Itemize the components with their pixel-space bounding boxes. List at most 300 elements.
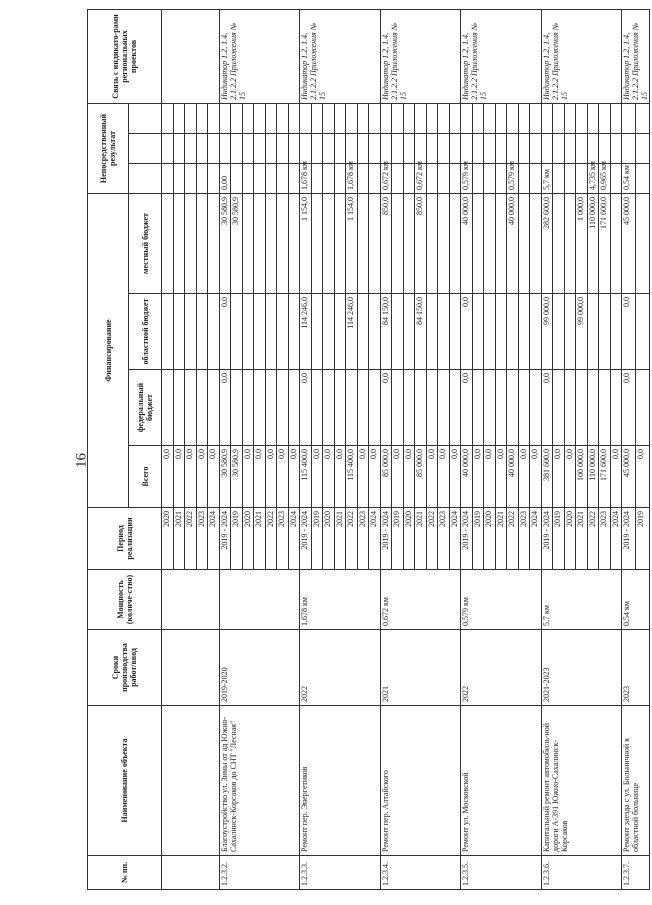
result-cell-2	[334, 133, 346, 163]
period-cell: 2021	[495, 508, 507, 570]
regional-cell	[311, 294, 323, 370]
total-cell: 0,0	[334, 446, 346, 508]
result-cell-3	[300, 103, 312, 133]
result-cell	[518, 163, 530, 193]
result-cell: 1,678 км	[346, 163, 358, 193]
result-cell-2	[323, 133, 335, 163]
result-cell	[265, 163, 277, 193]
period-cell: 2021	[173, 508, 185, 570]
result-cell-2	[636, 133, 650, 163]
result-cell-2	[346, 133, 358, 163]
table-row	[622, 9, 636, 889]
federal-cell	[334, 370, 346, 446]
federal-cell	[415, 370, 427, 446]
federal-cell	[553, 370, 565, 446]
num-cell: 1.2.3.3.	[300, 856, 381, 890]
total-cell: 0,0	[242, 446, 254, 508]
federal-cell	[265, 370, 277, 446]
result-cell-3	[553, 103, 565, 133]
result-cell-3	[426, 103, 438, 133]
local-cell: 30 580,9	[231, 193, 243, 293]
federal-cell	[484, 370, 496, 446]
name-cell: Ремонт ул. Московской	[461, 706, 542, 856]
total-cell: 0,0	[173, 446, 185, 508]
period-cell: 2019 - 2024	[541, 508, 553, 570]
period-cell: 2024	[369, 508, 381, 570]
period-cell: 2021	[415, 508, 427, 570]
result-cell-3	[622, 103, 636, 133]
period-cell: 2020	[484, 508, 496, 570]
federal-cell	[288, 370, 300, 446]
result-cell-2	[277, 133, 289, 163]
result-cell-3	[541, 103, 553, 133]
result-cell	[254, 163, 266, 193]
total-cell: 0,0	[472, 446, 484, 508]
period-cell: 2023	[196, 508, 208, 570]
result-cell-2	[449, 133, 461, 163]
result-cell	[208, 163, 220, 193]
terms-cell: 2023	[622, 630, 650, 706]
name-cell: Ремонт пер. Энергетиков	[300, 706, 381, 856]
result-cell-2	[208, 133, 220, 163]
regional-cell	[265, 294, 277, 370]
local-cell: 40 000,0	[507, 193, 519, 293]
capacity-cell	[219, 570, 300, 630]
regional-cell	[587, 294, 599, 370]
federal-cell	[426, 370, 438, 446]
total-cell: 30 580,9	[231, 446, 243, 508]
table-body	[162, 9, 650, 889]
local-cell	[323, 193, 335, 293]
local-cell	[288, 193, 300, 293]
result-cell	[392, 163, 404, 193]
result-cell-2	[495, 133, 507, 163]
result-cell-3	[415, 103, 427, 133]
header-regional: областной бюджет	[129, 294, 162, 370]
result-cell-3	[288, 103, 300, 133]
local-cell: 1 000,0	[576, 193, 588, 293]
regional-cell	[196, 294, 208, 370]
name-cell: Ремонт пер. Алтайского	[380, 706, 461, 856]
table-row	[162, 9, 174, 889]
result-cell-3	[636, 103, 650, 133]
terms-cell: 2022	[300, 630, 381, 706]
result-cell	[173, 163, 185, 193]
link-cell: Индикатор 1.2, 1.4, 2.1.2.2 Приложения № 15	[461, 9, 542, 103]
regional-cell	[369, 294, 381, 370]
terms-cell: 2022	[461, 630, 542, 706]
period-cell: 2020	[403, 508, 415, 570]
result-cell-2	[369, 133, 381, 163]
result-cell	[357, 163, 369, 193]
result-cell-3	[323, 103, 335, 133]
result-cell-2	[219, 133, 231, 163]
regional-cell	[472, 294, 484, 370]
regional-cell: 84 150,0	[415, 294, 427, 370]
name-cell: Благоустройство ул. Зимы от ад Южно-Сахалинск-Корсаков до СНТ "Лесная"	[219, 706, 300, 856]
terms-cell: 2021-2023	[541, 630, 622, 706]
period-cell: 2020	[564, 508, 576, 570]
table-row	[380, 9, 392, 889]
capacity-cell: 1,678 км	[300, 570, 381, 630]
local-cell: 45 000,0	[622, 193, 636, 293]
period-cell: 2021	[576, 508, 588, 570]
local-cell	[472, 193, 484, 293]
local-cell	[254, 193, 266, 293]
total-cell: 0,0	[449, 446, 461, 508]
result-cell	[196, 163, 208, 193]
result-cell	[426, 163, 438, 193]
total-cell: 40 000,0	[507, 446, 519, 508]
local-cell: 30 580,9	[219, 193, 231, 293]
local-cell	[636, 193, 650, 293]
result-cell	[242, 163, 254, 193]
local-cell	[610, 193, 622, 293]
local-cell	[277, 193, 289, 293]
result-cell	[530, 163, 542, 193]
result-cell: 0,965 км	[599, 163, 611, 193]
federal-cell	[576, 370, 588, 446]
federal-cell	[173, 370, 185, 446]
num-cell: 1.2.3.6.	[541, 856, 622, 890]
header-num: № пп.	[88, 856, 162, 890]
result-cell-3	[587, 103, 599, 133]
regional-cell	[288, 294, 300, 370]
total-cell: 100 000,0	[576, 446, 588, 508]
link-cell: Индикатор 1.2, 1.4, 2.1.2.2 Приложения № 15	[300, 9, 381, 103]
regional-cell	[231, 294, 243, 370]
link-cell	[162, 9, 220, 103]
local-cell	[564, 193, 576, 293]
federal-cell	[185, 370, 197, 446]
local-cell	[518, 193, 530, 293]
result-cell-2	[438, 133, 450, 163]
result-cell-2	[472, 133, 484, 163]
result-cell-3	[380, 103, 392, 133]
federal-cell	[610, 370, 622, 446]
result-cell-3	[495, 103, 507, 133]
table-row	[219, 9, 231, 889]
local-cell	[173, 193, 185, 293]
federal-cell	[357, 370, 369, 446]
table-row	[461, 9, 473, 889]
federal-cell	[636, 370, 650, 446]
result-cell-2	[507, 133, 519, 163]
link-cell: Индикатор 1.2, 1.4, 2.1.2.2 Приложения № 15	[622, 9, 650, 103]
result-cell-2	[599, 133, 611, 163]
result-cell-3	[599, 103, 611, 133]
local-cell	[334, 193, 346, 293]
federal-cell: 0,0	[461, 370, 473, 446]
regional-cell	[334, 294, 346, 370]
result-cell-3	[507, 103, 519, 133]
result-cell-3	[461, 103, 473, 133]
result-cell: 5,7 км	[541, 163, 553, 193]
federal-cell	[254, 370, 266, 446]
local-cell: 1 154,0	[346, 193, 358, 293]
total-cell: 0,0	[311, 446, 323, 508]
result-cell: 1,678 км	[300, 163, 312, 193]
name-cell	[162, 706, 220, 856]
regional-cell	[484, 294, 496, 370]
federal-cell	[507, 370, 519, 446]
result-cell-2	[530, 133, 542, 163]
total-cell: 85 000,0	[415, 446, 427, 508]
link-cell: Индикатор 1.2, 1.4, 2.1.2.2 Приложения № 15	[219, 9, 300, 103]
federal-cell	[162, 370, 174, 446]
regional-cell	[208, 294, 220, 370]
result-cell-2	[553, 133, 565, 163]
result-cell-2	[392, 133, 404, 163]
federal-cell: 0,0	[219, 370, 231, 446]
total-cell: 0,0	[495, 446, 507, 508]
result-cell	[323, 163, 335, 193]
result-cell-2	[541, 133, 553, 163]
result-cell-3	[403, 103, 415, 133]
header-name: Наименование объекта	[88, 706, 162, 856]
federal-cell: 0,0	[622, 370, 636, 446]
total-cell: 40 000,0	[461, 446, 473, 508]
result-cell	[449, 163, 461, 193]
total-cell: 0,0	[277, 446, 289, 508]
result-cell-2	[518, 133, 530, 163]
result-cell-3	[277, 103, 289, 133]
regional-cell	[449, 294, 461, 370]
num-cell: 1.2.3.4.	[380, 856, 461, 890]
capacity-cell: 0,579 км	[461, 570, 542, 630]
total-cell: 110 000,0	[587, 446, 599, 508]
period-cell: 2022	[507, 508, 519, 570]
federal-cell: 0,0	[541, 370, 553, 446]
federal-cell	[242, 370, 254, 446]
regional-cell	[636, 294, 650, 370]
result-cell-2	[288, 133, 300, 163]
result-cell-3	[311, 103, 323, 133]
result-cell-3	[438, 103, 450, 133]
period-cell: 2019 - 2024	[219, 508, 231, 570]
regional-cell	[403, 294, 415, 370]
period-cell: 2019 - 2024	[380, 508, 392, 570]
capacity-cell: 5,7 км	[541, 570, 622, 630]
name-cell: Капитальный ремонт автомобиль-ной дороги А-391 Южно-Сахалинск-Корсаков	[541, 706, 622, 856]
federal-cell	[403, 370, 415, 446]
regional-cell	[357, 294, 369, 370]
period-cell: 2021	[254, 508, 266, 570]
total-cell: 0,0	[518, 446, 530, 508]
regional-cell	[162, 294, 174, 370]
result-cell: 0,579 км	[507, 163, 519, 193]
total-cell: 0,0	[438, 446, 450, 508]
period-cell: 2019	[392, 508, 404, 570]
period-cell: 2024	[288, 508, 300, 570]
result-cell	[495, 163, 507, 193]
result-cell	[185, 163, 197, 193]
result-cell	[311, 163, 323, 193]
period-cell: 2023	[277, 508, 289, 570]
regional-cell	[242, 294, 254, 370]
period-cell: 2023	[357, 508, 369, 570]
result-cell-3	[357, 103, 369, 133]
period-cell: 2019	[231, 508, 243, 570]
local-cell: 40 000,0	[461, 193, 473, 293]
result-cell-2	[576, 133, 588, 163]
total-cell: 115 400,0	[300, 446, 312, 508]
num-cell: 1.2.3.5.	[461, 856, 542, 890]
result-cell-2	[484, 133, 496, 163]
period-cell: 2020	[323, 508, 335, 570]
period-cell: 2022	[587, 508, 599, 570]
result-cell-3	[173, 103, 185, 133]
period-cell: 2022	[185, 508, 197, 570]
period-cell: 2024	[530, 508, 542, 570]
regional-cell	[392, 294, 404, 370]
local-cell	[530, 193, 542, 293]
result-cell-2	[185, 133, 197, 163]
result-cell-3	[242, 103, 254, 133]
federal-cell: 0,0	[300, 370, 312, 446]
period-cell: 2023	[438, 508, 450, 570]
header-terms: Сроки производства работ/ввод	[88, 630, 162, 706]
regional-cell	[426, 294, 438, 370]
federal-cell	[231, 370, 243, 446]
federal-cell	[392, 370, 404, 446]
total-cell: 171 600,0	[599, 446, 611, 508]
total-cell: 45 000,0	[622, 446, 636, 508]
period-cell: 2019 - 2024	[622, 508, 636, 570]
result-cell	[576, 163, 588, 193]
local-cell	[449, 193, 461, 293]
regional-cell	[553, 294, 565, 370]
local-cell: 850,0	[415, 193, 427, 293]
regional-cell	[438, 294, 450, 370]
regional-cell	[173, 294, 185, 370]
total-cell: 0,0	[196, 446, 208, 508]
financing-table	[87, 9, 650, 890]
result-cell-3	[576, 103, 588, 133]
result-cell-2	[610, 133, 622, 163]
local-cell	[162, 193, 174, 293]
result-cell-3	[219, 103, 231, 133]
total-cell: 0,0	[265, 446, 277, 508]
federal-cell	[599, 370, 611, 446]
local-cell	[426, 193, 438, 293]
capacity-cell: 0,54 км	[622, 570, 650, 630]
num-cell: 1.2.3.2.	[219, 856, 300, 890]
federal-cell	[438, 370, 450, 446]
header-link: Связь с индикато-рами региональных проектов	[88, 9, 162, 103]
total-cell: 381 600,0	[541, 446, 553, 508]
page-number: 16	[73, 453, 90, 468]
result-cell-3	[231, 103, 243, 133]
result-cell: 0,54 км	[622, 163, 636, 193]
header-financing: Финансирование	[88, 193, 129, 507]
name-cell: Ремонт заезда с ул. Больничной к областной больнице	[622, 706, 650, 856]
result-cell-3	[196, 103, 208, 133]
result-cell-3	[185, 103, 197, 133]
result-cell-3	[254, 103, 266, 133]
link-cell: Индикатор 1.2, 1.4, 2.1.2.2 Приложения № 15	[541, 9, 622, 103]
total-cell: 0,0	[185, 446, 197, 508]
period-cell: 2021	[334, 508, 346, 570]
total-cell: 0,0	[553, 446, 565, 508]
period-cell: 2020	[242, 508, 254, 570]
period-cell: 2022	[426, 508, 438, 570]
result-cell-2	[300, 133, 312, 163]
local-cell	[242, 193, 254, 293]
federal-cell	[196, 370, 208, 446]
federal-cell	[518, 370, 530, 446]
capacity-cell	[162, 570, 220, 630]
result-cell-2	[415, 133, 427, 163]
result-cell-2	[403, 133, 415, 163]
result-cell-2	[380, 133, 392, 163]
result-cell	[564, 163, 576, 193]
local-cell	[495, 193, 507, 293]
header-capacity: Мощность (количе-ство)	[88, 570, 162, 630]
result-cell	[403, 163, 415, 193]
local-cell: 1 154,0	[300, 193, 312, 293]
local-cell	[185, 193, 197, 293]
terms-cell: 2021	[380, 630, 461, 706]
local-cell	[403, 193, 415, 293]
total-cell: 0,0	[254, 446, 266, 508]
period-cell: 2022	[346, 508, 358, 570]
result-cell: 0,672 км	[415, 163, 427, 193]
result-cell-3	[449, 103, 461, 133]
terms-cell	[162, 630, 220, 706]
local-cell	[311, 193, 323, 293]
result-cell-2	[461, 133, 473, 163]
result-cell-3	[162, 103, 174, 133]
federal-cell	[323, 370, 335, 446]
terms-cell: 2019-2020	[219, 630, 300, 706]
period-cell: 2019	[553, 508, 565, 570]
federal-cell	[449, 370, 461, 446]
period-cell: 2019 - 2024	[461, 508, 473, 570]
total-cell: 0,0	[610, 446, 622, 508]
header-total: Всего	[129, 446, 162, 508]
result-cell	[162, 163, 174, 193]
num-cell	[162, 856, 220, 890]
local-cell	[265, 193, 277, 293]
result-cell: 0,00	[219, 163, 231, 193]
federal-cell	[495, 370, 507, 446]
regional-cell: 0,0	[219, 294, 231, 370]
total-cell: 0,0	[484, 446, 496, 508]
result-cell: 4,735 км	[587, 163, 599, 193]
total-cell: 115 400,0	[346, 446, 358, 508]
regional-cell: 84 150,0	[380, 294, 392, 370]
regional-cell	[518, 294, 530, 370]
local-cell: 171 600,0	[599, 193, 611, 293]
result-cell-3	[392, 103, 404, 133]
total-cell: 30 580,9	[219, 446, 231, 508]
regional-cell	[495, 294, 507, 370]
result-cell-3	[346, 103, 358, 133]
federal-cell	[530, 370, 542, 446]
result-cell	[484, 163, 496, 193]
table-container	[87, 10, 652, 890]
local-cell: 110 000,0	[587, 193, 599, 293]
local-cell: 850,0	[380, 193, 392, 293]
period-cell: 2024	[208, 508, 220, 570]
period-cell: 2019	[311, 508, 323, 570]
result-cell-3	[208, 103, 220, 133]
result-cell-2	[426, 133, 438, 163]
local-cell	[484, 193, 496, 293]
federal-cell	[346, 370, 358, 446]
total-cell: 0,0	[392, 446, 404, 508]
